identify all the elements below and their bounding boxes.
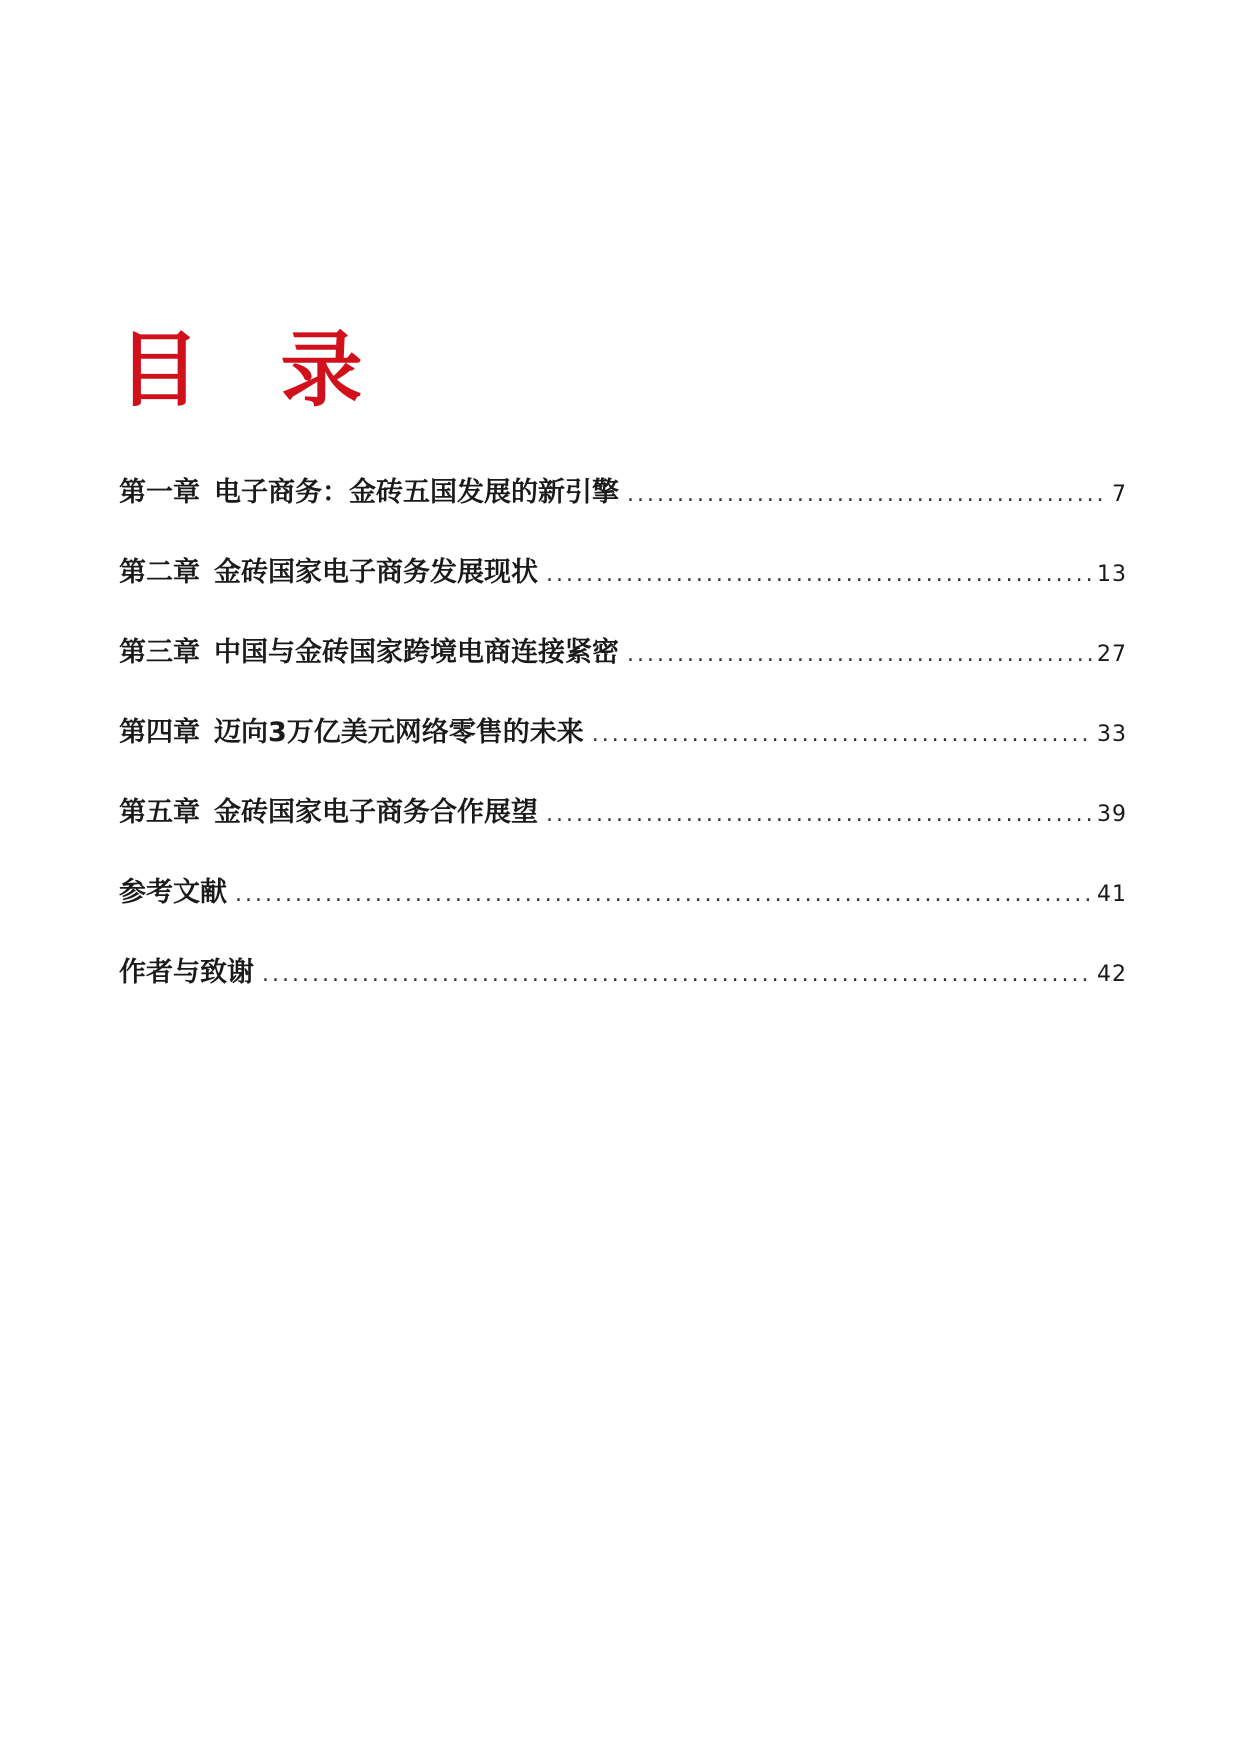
toc-chapter-title: 金砖国家电子商务合作展望 xyxy=(214,797,538,828)
toc-title: 目 录 xyxy=(118,323,389,418)
toc-page-number: 27 xyxy=(1097,642,1127,667)
toc-entry-label xyxy=(119,550,538,589)
toc-page-number: 41 xyxy=(1097,882,1127,907)
toc-list xyxy=(119,470,1127,1030)
toc-chapter-title: 中国与金砖国家跨境电商连接紧密 xyxy=(214,637,619,668)
toc-entry[interactable] xyxy=(119,870,1127,950)
toc-entry-label xyxy=(119,710,584,749)
toc-chapter-number: 第二章 xyxy=(119,557,200,588)
toc-chapter-number: 第五章 xyxy=(119,797,200,828)
toc-entry[interactable] xyxy=(119,470,1127,550)
toc-chapter-number: 第三章 xyxy=(119,637,200,668)
toc-entry-label xyxy=(119,870,227,909)
toc-chapter-number: 第一章 xyxy=(119,477,200,508)
toc-dot-leader xyxy=(235,882,1093,907)
toc-entry-label xyxy=(119,630,619,669)
toc-page-number: 7 xyxy=(1112,482,1127,507)
toc-page-number: 13 xyxy=(1097,562,1127,587)
toc-dot-leader xyxy=(592,722,1093,747)
toc-chapter-title: 金砖国家电子商务发展现状 xyxy=(214,557,538,588)
toc-dot-leader xyxy=(627,482,1108,507)
toc-entry-label xyxy=(119,790,538,829)
toc-entry-label xyxy=(119,950,254,989)
toc-entry[interactable] xyxy=(119,630,1127,710)
toc-dot-leader xyxy=(262,962,1093,987)
toc-page-number: 39 xyxy=(1097,802,1127,827)
toc-entry-label xyxy=(119,470,619,509)
toc-dot-leader xyxy=(546,802,1093,827)
toc-dot-leader xyxy=(546,562,1093,587)
toc-chapter-title: 迈向3万亿美元网络零售的未来 xyxy=(214,717,584,748)
toc-page-number: 42 xyxy=(1097,962,1127,987)
toc-dot-leader xyxy=(627,642,1093,667)
toc-section-title: 作者与致谢 xyxy=(119,957,254,988)
toc-entry[interactable] xyxy=(119,790,1127,870)
toc-chapter-title: 电子商务：金砖五国发展的新引擎 xyxy=(214,477,619,508)
toc-entry[interactable] xyxy=(119,550,1127,630)
toc-entry[interactable] xyxy=(119,950,1127,1030)
toc-entry[interactable] xyxy=(119,710,1127,790)
toc-section-title: 参考文献 xyxy=(119,877,227,908)
toc-page-number: 33 xyxy=(1097,722,1127,747)
toc-chapter-number: 第四章 xyxy=(119,717,200,748)
